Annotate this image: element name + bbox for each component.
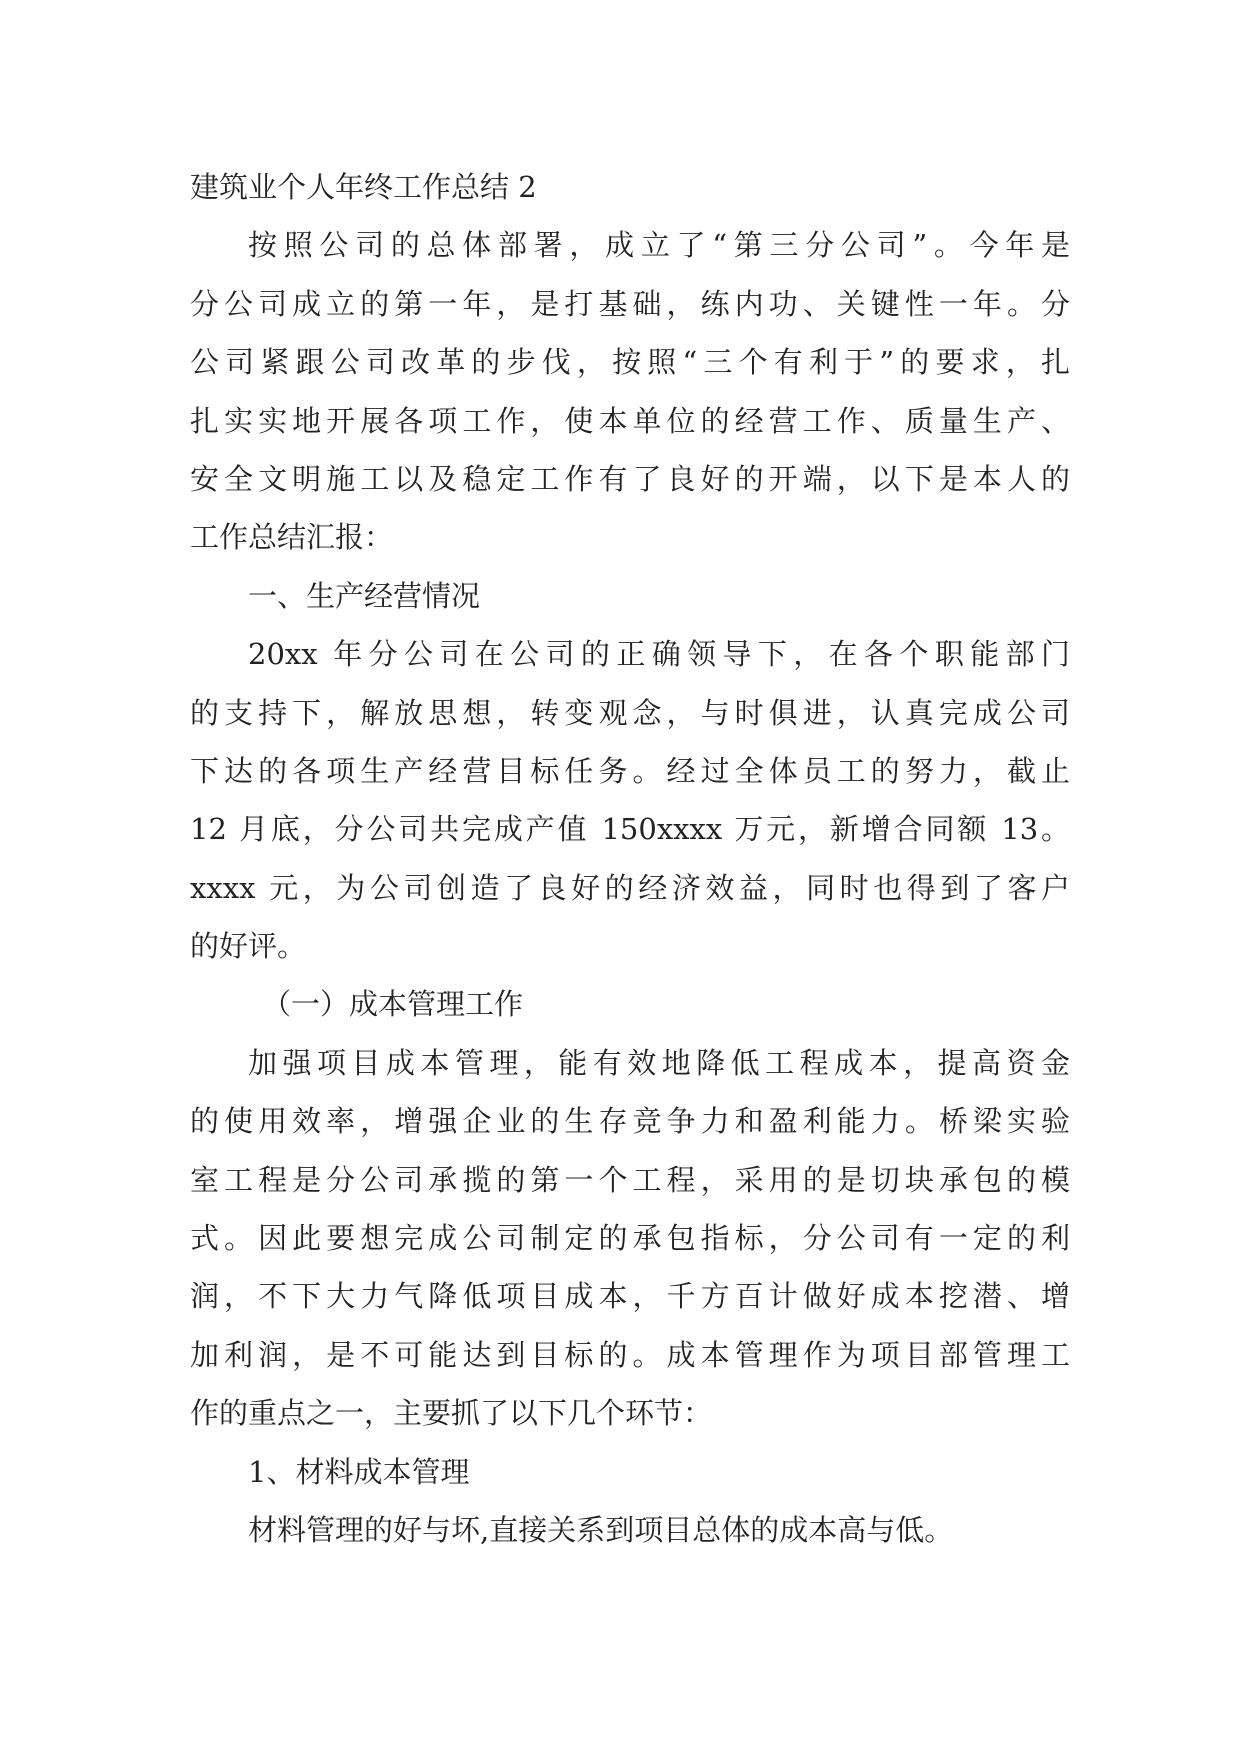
item-heading: 1、材料成本管理: [248, 1454, 470, 1489]
paragraph-line: 的使用效率，增强企业的生存竞争力和盈利能力。桥梁实验: [190, 1104, 1070, 1139]
paragraph-line: 润，不下大力气降低项目成本，千方百计做好成本挖潜、增: [190, 1279, 1070, 1314]
paragraph-line: 式。因此要想完成公司制定的承包指标，分公司有一定的利: [190, 1221, 1070, 1256]
paragraph-cost-management: [190, 1034, 1070, 1443]
paragraph-line: 材料管理的好与坏,直接关系到项目总体的成本高与低。: [248, 1512, 954, 1547]
section-heading: 一、生产经营情况: [248, 578, 481, 613]
paragraph-line: 公司紧跟公司改革的步伐，按照“三个有利于”的要求，扎: [190, 345, 1070, 380]
paragraph-production: [190, 625, 1070, 975]
paragraph-line: 分公司成立的第一年，是打基础，练内功、关键性一年。分: [190, 286, 1070, 321]
paragraph-material-cost: [190, 1501, 1070, 1559]
paragraph-line: xxxx 元，为公司创造了良好的经济效益，同时也得到了客户: [190, 870, 1070, 905]
paragraph-line: 工作总结汇报：: [190, 520, 394, 555]
paragraph-line: 的支持下，解放思想，转变观念，与时俱进，认真完成公司: [190, 695, 1070, 730]
paragraph-line: 12 月底，分公司共完成产值 150xxxx 万元，新增合同额 13。: [190, 812, 1070, 847]
paragraph-line: 20xx 年分公司在公司的正确领导下，在各个职能部门: [248, 637, 1070, 672]
paragraph-line: 作的重点之一，主要抓了以下几个环节：: [190, 1396, 713, 1431]
document-title: 建筑业个人年终工作总结 2: [190, 170, 537, 204]
document-body: [190, 158, 1070, 1559]
paragraph-line: 室工程是分公司承揽的第一个工程，采用的是切块承包的模: [190, 1162, 1070, 1197]
paragraph-line: 按照公司的总体部署，成立了“第三分公司”。今年是: [248, 228, 1070, 263]
paragraph-line: 加利润，是不可能达到目标的。成本管理作为项目部管理工: [190, 1337, 1070, 1372]
paragraph-line: 安全文明施工以及稳定工作有了良好的开端，以下是本人的: [190, 461, 1070, 496]
subsection-heading: （一）成本管理工作: [262, 987, 524, 1022]
paragraph-line: 加强项目成本管理，能有效地降低工程成本，提高资金: [248, 1045, 1070, 1080]
paragraph-line: 的好评。: [190, 929, 307, 964]
paragraph-line: 下达的各项生产经营目标任务。经过全体员工的努力，截止: [190, 753, 1070, 788]
paragraph-line: 扎实实地开展各项工作，使本单位的经营工作、质量生产、: [190, 403, 1070, 438]
paragraph-intro: [190, 216, 1070, 566]
